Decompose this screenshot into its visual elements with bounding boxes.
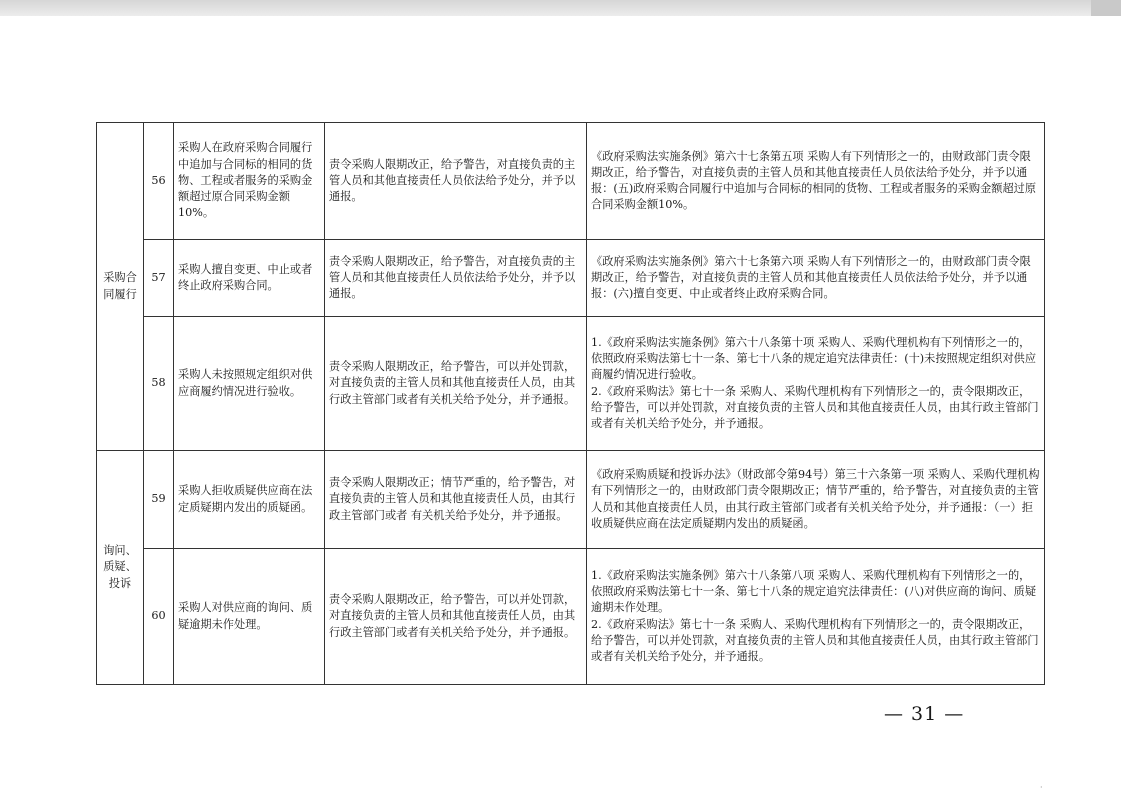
legal-basis-item: 2.《政府采购法》第七十一条 采购人、采购代理机构有下列情形之一的，责令限期改正，给予警告，可以并处罚款，对直接负责的主管人员和其他直接责任人员，由其行政主管部门或者有关机关给予处分，并予通报。	[591, 384, 1039, 430]
penalty-text: 责令采购人限期改正，给予警告，可以并处罚款，对直接负责的主管人员和其他直接责任人员，由其行政主管部门或者有关机关给予处分，并予通报。	[325, 549, 587, 685]
legal-basis	[587, 240, 1045, 317]
row-number: 56	[144, 123, 174, 240]
legal-basis	[587, 451, 1045, 549]
legal-basis-item: 1.《政府采购法实施条例》第六十八条第十项 采购人、采购代理机构有下列情形之一的，依照政府采购法第七十一条、第七十八条的规定追究法律责任：(十)未按照规定组织对供应商履约情况进行验收。	[591, 335, 1037, 382]
row-number: 58	[144, 317, 174, 451]
category-cell: 询问、质疑、投诉	[97, 451, 144, 685]
scan-speck: ·	[1040, 783, 1043, 792]
scan-edge	[0, 0, 1121, 16]
penalty-text: 责令采购人限期改正；情节严重的，给予警告，对直接负责的主管人员和其他直接责任人员，由其行政主管部门或者 有关机关给予处分，并予通报。	[325, 451, 587, 549]
penalty-text: 责令采购人限期改正，给予警告，对直接负责的主管人员和其他直接责任人员依法给予处分，并予以通报。	[325, 123, 587, 240]
table-row	[97, 240, 1045, 317]
row-number: 57	[144, 240, 174, 317]
legal-basis-item: 《政府采购质疑和投诉办法》（财政部令第94号）第三十六条第一项 采购人、采购代理机构有下列情形之一的，由财政部门责令限期改正；情节严重的，给予警告，对直接负责的主管人员和其他直接责任人员，由其行政主管部门或者有关机关给予处分，并予通报：（一）拒收质疑供应商在法定质疑期内发出的质疑函。	[591, 468, 1040, 530]
category-cell: 采购合同履行	[97, 123, 144, 451]
row-number: 60	[144, 549, 174, 685]
legal-basis-item: 《政府采购法实施条例》第六十七条第六项 采购人有下列情形之一的，由财政部门责令限期改正，给予警告，对直接负责的主管人员和其他直接责任人员依法给予处分，并予以通报：(六)擅自变更、中止或者终止政府采购合同。	[591, 254, 1031, 301]
legal-basis-item: 2.《政府采购法》第七十一条 采购人、采购代理机构有下列情形之一的，责令限期改正，给予警告，可以并处罚款，对直接负责的主管人员和其他直接责任人员，由其行政主管部门或者有关机关给予处分，并予通报。	[591, 617, 1039, 663]
violation-description: 采购人拒收质疑供应商在法定质疑期内发出的质疑函。	[174, 451, 325, 549]
table-row	[97, 317, 1045, 451]
legal-basis	[587, 549, 1045, 685]
scan-edge-corner	[1091, 0, 1121, 16]
table-row	[97, 451, 1045, 549]
violation-description: 采购人未按照规定组织对供应商履约情况进行验收。	[174, 317, 325, 451]
penalty-text: 责令采购人限期改正，给予警告，对直接负责的主管人员和其他直接责任人员依法给予处分，并予以通报。	[325, 240, 587, 317]
table-row	[97, 123, 1045, 240]
legal-basis-item: 《政府采购法实施条例》第六十七条第五项 采购人有下列情形之一的，由财政部门责令限期改正，给予警告，对直接负责的主管人员和其他直接责任人员依法给予处分，并予以通报：(五)政府采购合同履行中追加与合同标的相同的货物、工程或者服务的采购金额超过原合同采购金额10%。	[591, 149, 1037, 212]
legal-basis-item: 1.《政府采购法实施条例》第六十八条第八项 采购人、采购代理机构有下列情形之一的，依照政府采购法第七十一条、第七十八条的规定追究法律责任：(八)对供应商的询问、质疑逾期未作处理。	[591, 568, 1037, 615]
legal-basis	[587, 123, 1045, 240]
row-number: 59	[144, 451, 174, 549]
violation-description: 采购人擅自变更、中止或者终止政府采购合同。	[174, 240, 325, 317]
violation-description: 采购人对供应商的询问、质疑逾期未作处理。	[174, 549, 325, 685]
page-number: — 31 —	[884, 703, 965, 725]
table-row	[97, 549, 1045, 685]
regulation-table	[96, 122, 1045, 685]
legal-basis	[587, 317, 1045, 451]
penalty-text: 责令采购人限期改正，给予警告，可以并处罚款，对直接负责的主管人员和其他直接责任人员，由其行政主管部门或者有关机关给予处分，并予通报。	[325, 317, 587, 451]
violation-description: 采购人在政府采购合同履行中追加与合同标的相同的货物、工程或者服务的采购金额超过原合同采购金额10%。	[174, 123, 325, 240]
